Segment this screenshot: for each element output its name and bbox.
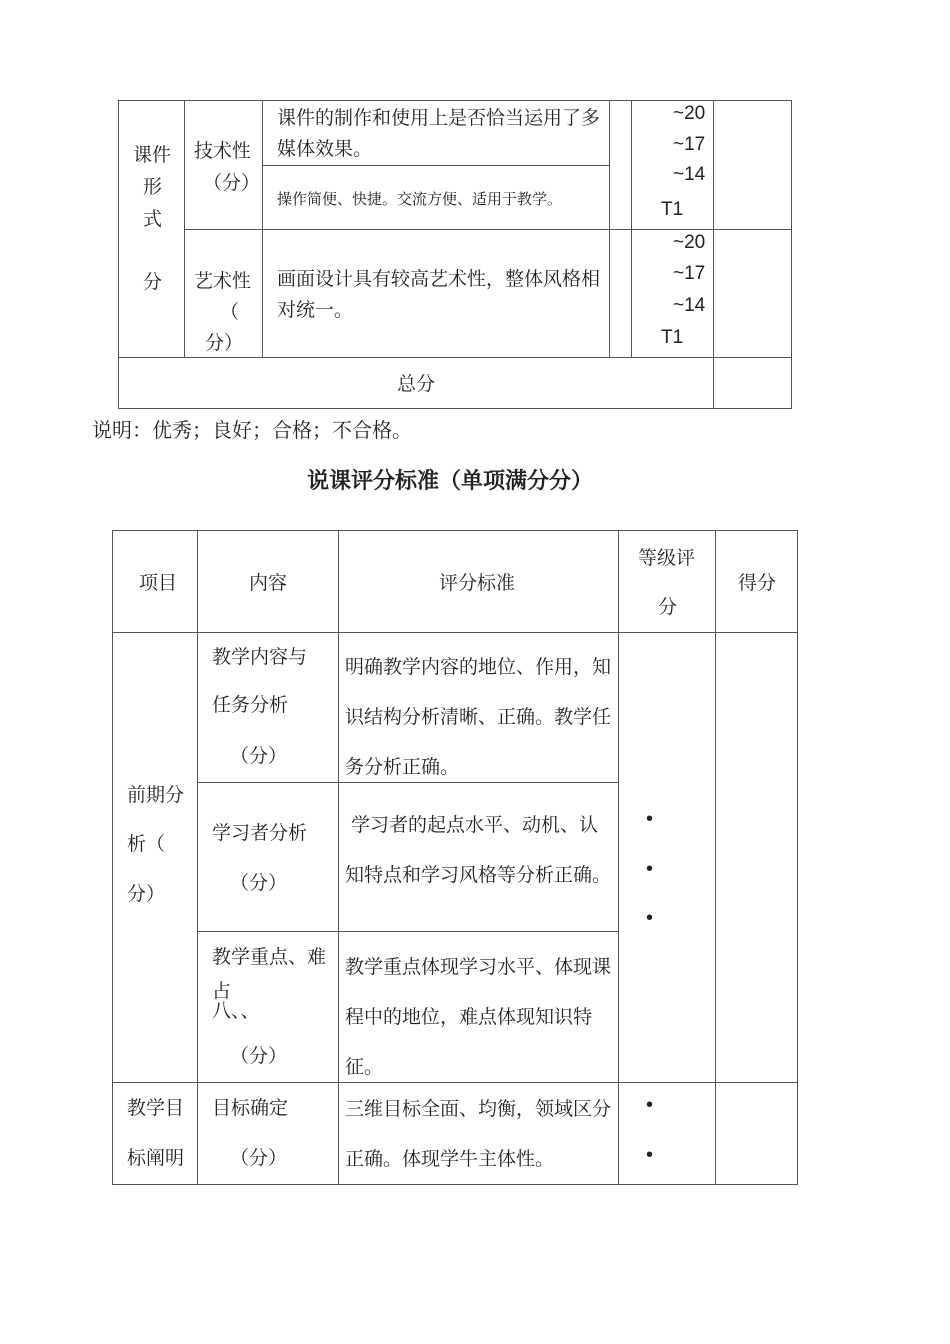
content-learner-2: （分） (230, 872, 288, 894)
criteria-learner: 学习者的起点水平、动机、认知特点和学习风格等分析正确。 (345, 814, 612, 886)
project-objectives-2: 标阐明 (127, 1147, 185, 1169)
criteria-objective: 三维目标全面、均衡，领域区分正确。体现学牛主体性。 (345, 1098, 612, 1170)
category-label-line1: 课件 (133, 144, 172, 166)
grade-technical-4: T1 (661, 199, 684, 220)
grade-technical-2: ~17 (673, 134, 706, 155)
criteria-key-points: 教学重点体现学习水平、体现课程中的地位，难点体现知识特征。 (345, 956, 612, 1078)
content-learner-1: 学习者分析 (212, 822, 308, 844)
grade-technical-3: ~14 (673, 164, 706, 185)
project-objectives-1: 教学目 (127, 1097, 185, 1119)
header-grade-line2: 分 (658, 596, 678, 618)
grade-bullet-4: • (646, 1094, 654, 1116)
content-teaching-task-1: 教学内容与 (212, 646, 308, 668)
criteria-technical-2: 操作简便、快捷。交流方便、适用于教学。 (277, 190, 563, 208)
content-teaching-task-3: （分） (230, 745, 288, 767)
criteria-teaching-task: 明确教学内容的地位、作用，知识结构分析清晰、正确。教学任务分析正确。 (345, 656, 612, 778)
category-label-line2: 形 (143, 176, 163, 198)
total-label: 总分 (397, 373, 436, 395)
header-content: 内容 (249, 572, 288, 594)
project-preliminary-analysis-3: 分） (127, 883, 166, 905)
header-criteria: 评分标准 (439, 572, 516, 594)
grade-bullet-3: • (646, 907, 654, 929)
criteria-artistic: 画面设计具有较高艺术性，整体风格相对统一。 (277, 268, 601, 321)
grade-artistic-2: ~17 (673, 263, 706, 284)
grade-technical-1: ~20 (673, 103, 706, 124)
grade-artistic-3: ~14 (673, 295, 706, 316)
page-title: 说课评分标准（单项满分分） (306, 469, 593, 494)
item-artistic-paren: （ (220, 301, 240, 323)
category-label-line3: 式 (143, 208, 163, 230)
project-preliminary-analysis-1: 前期分 (127, 784, 185, 806)
header-score: 得分 (738, 572, 777, 594)
item-technical: 技术性 (194, 140, 252, 162)
header-grade: 等级评 (638, 547, 696, 569)
content-key-points-3: 八、、 (212, 1000, 260, 1022)
content-teaching-task-2: 任务分析 (212, 694, 289, 716)
grade-bullet-2: • (646, 858, 654, 880)
item-artistic: 艺术性 (194, 270, 252, 292)
content-objective-2: （分） (230, 1147, 288, 1169)
content-key-points-4: （分） (230, 1045, 288, 1067)
content-key-points-2: 占 (212, 980, 232, 1002)
category-label-line4: 分 (143, 271, 163, 293)
project-preliminary-analysis-2: 析（ (127, 833, 166, 855)
grade-bullet-1: • (646, 808, 654, 830)
content-objective-1: 目标确定 (212, 1097, 289, 1119)
item-artistic-points: 分） (205, 332, 244, 354)
content-key-points-1: 教学重点、难 (212, 946, 327, 968)
header-project: 项目 (139, 572, 178, 594)
grade-bullet-5: • (646, 1144, 654, 1166)
item-technical-points: （分） (203, 172, 261, 194)
grade-artistic-4: T1 (661, 327, 684, 348)
grade-artistic-1: ~20 (673, 232, 706, 253)
criteria-technical-1: 课件的制作和使用上是否恰当运用了多媒体效果。 (277, 107, 601, 160)
grade-note: 说明：优秀；良好；合格；不合格。 (92, 418, 412, 442)
